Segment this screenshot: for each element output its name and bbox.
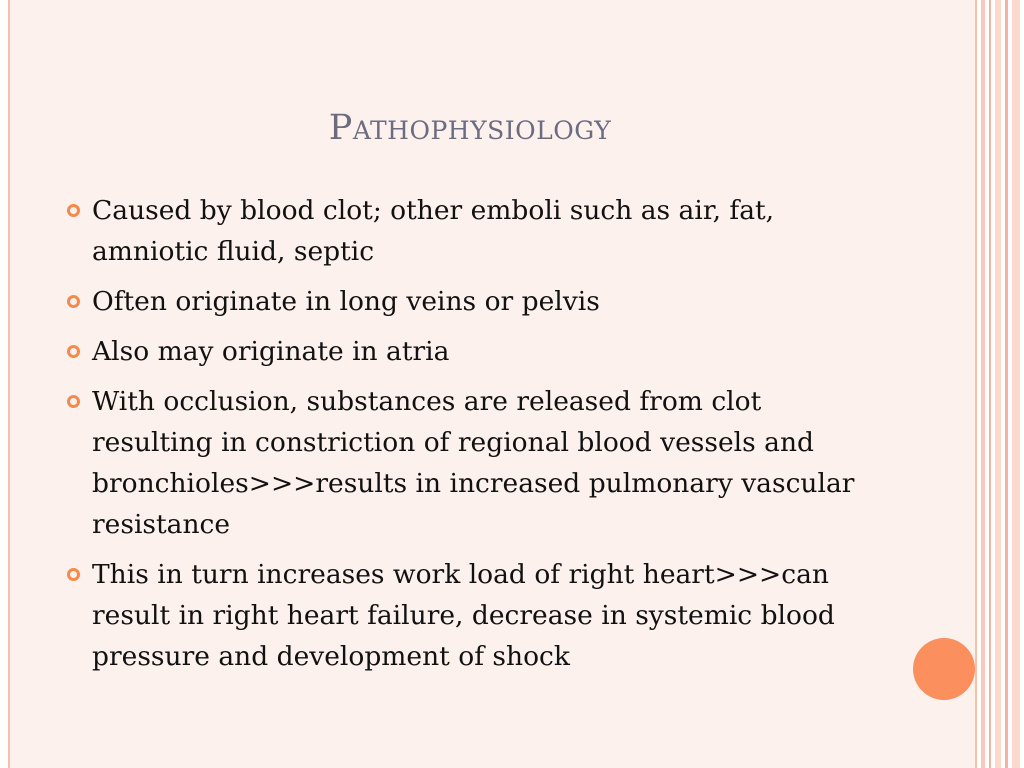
decorative-stripe	[1005, 0, 1008, 768]
bullet-icon	[67, 295, 80, 308]
bullet-text: Also may originate in atria	[92, 336, 450, 367]
bullet-item	[62, 381, 882, 545]
slide-title: Pathophysiology	[328, 108, 612, 148]
bullet-text: This in turn increases work load of right heart>>>can result in right heart failure, decrease in systemic blood pressure and development of shock	[92, 559, 835, 672]
decorative-circle	[913, 638, 975, 700]
bullet-icon	[67, 568, 80, 581]
bullet-icon	[67, 345, 80, 358]
bullet-icon	[67, 204, 80, 217]
bullet-text: Often originate in long veins or pelvis	[92, 286, 600, 317]
bullet-item	[62, 554, 882, 677]
bullet-icon	[67, 395, 80, 408]
decorative-stripe	[981, 0, 985, 768]
bullet-item	[62, 190, 882, 272]
bullet-list	[62, 190, 882, 686]
bullet-item	[62, 331, 882, 372]
decorative-stripe	[1012, 0, 1020, 768]
bullet-text: Caused by blood clot; other emboli such as air, fat, amniotic fluid, septic	[92, 195, 775, 267]
bullet-text: With occlusion, substances are released from clot resulting in constriction of regional blood vessels and bronchioles>>>results in increased pulmonary vascular resistance	[92, 386, 855, 540]
bullet-item	[62, 281, 882, 322]
decorative-stripe	[995, 0, 1001, 768]
decorative-stripe	[989, 0, 991, 768]
